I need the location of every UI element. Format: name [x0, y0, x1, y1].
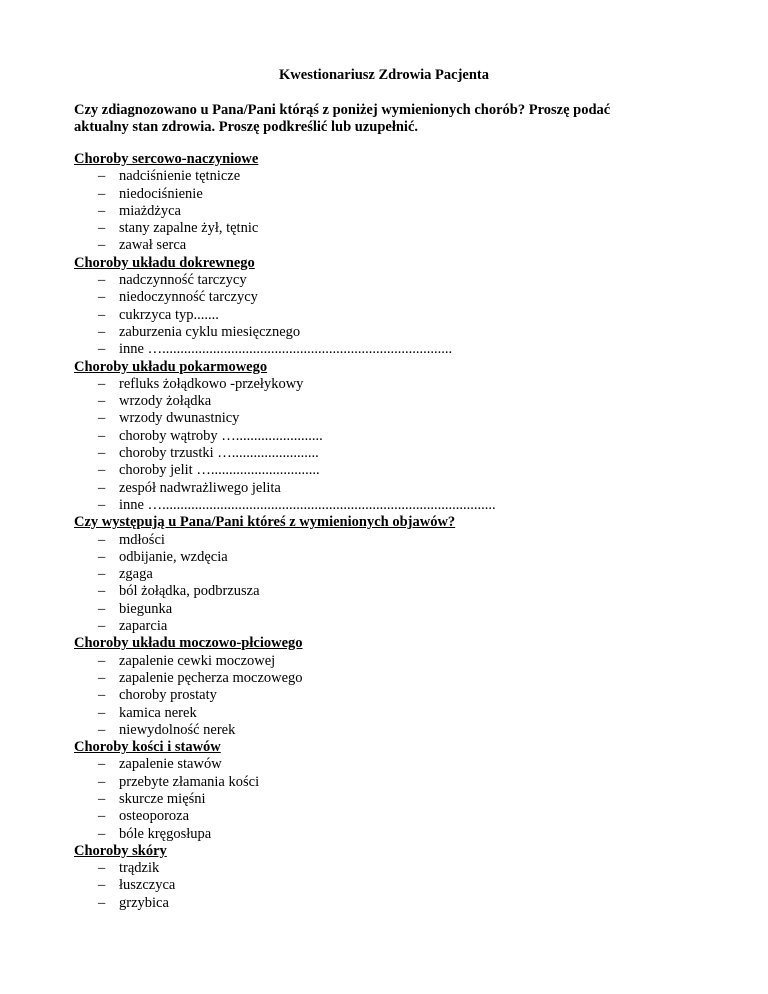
list-item — [74, 601, 734, 618]
list-item — [74, 549, 734, 566]
dash-bullet: – — [98, 272, 106, 289]
list-item — [74, 186, 734, 203]
list-item-text: zaparcia — [119, 618, 168, 635]
list-item — [74, 272, 734, 289]
dash-bullet: – — [98, 600, 106, 617]
list-item — [74, 237, 734, 254]
list-item — [74, 168, 734, 185]
dash-bullet: – — [98, 548, 106, 565]
list-item-text: przebyte złamania kości — [119, 773, 260, 790]
list-item-text: bóle kręgosłupa — [119, 825, 212, 842]
list-item — [74, 289, 734, 306]
dash-bullet: – — [98, 341, 106, 358]
dash-bullet: – — [98, 566, 106, 583]
intro-line: Czy zdiagnozowano u Pana/Pani którąś z poniżej wymienionych chorób? Proszę podać — [74, 102, 611, 118]
list-item — [74, 393, 734, 410]
section-heading: Choroby sercowo-naczyniowe — [74, 151, 259, 167]
list-item — [74, 583, 734, 600]
list-item-text: zgaga — [119, 566, 153, 583]
dash-bullet: – — [98, 721, 106, 738]
list-item-text: odbijanie, wzdęcia — [119, 548, 228, 565]
dash-bullet: – — [98, 825, 106, 842]
list-item-text: choroby jelit ….............................. — [119, 462, 320, 479]
dash-bullet: – — [98, 756, 106, 773]
list-item — [74, 722, 734, 739]
list-item — [74, 774, 734, 791]
dash-bullet: – — [98, 427, 106, 444]
dash-bullet: – — [98, 306, 106, 323]
list-item — [74, 203, 734, 220]
dash-bullet: – — [98, 410, 106, 427]
dash-bullet: – — [98, 583, 106, 600]
list-item — [74, 653, 734, 670]
dash-bullet: – — [98, 531, 106, 548]
dash-bullet: – — [98, 445, 106, 462]
dash-bullet: – — [98, 687, 106, 704]
list-item-text: niewydolność nerek — [119, 721, 236, 738]
dash-bullet: – — [98, 289, 106, 306]
section-heading: Choroby kości i stawów — [74, 739, 221, 756]
list-item-text: zaburzenia cyklu miesięcznego — [119, 323, 301, 340]
dash-bullet: – — [98, 860, 106, 877]
list-item-text: refluks żołądkowo -przełykowy — [119, 375, 304, 392]
list-item — [74, 687, 734, 704]
list-item-text: grzybica — [119, 894, 169, 911]
list-item-text: trądzik — [119, 860, 160, 877]
dash-bullet: – — [98, 704, 106, 721]
list-item — [74, 860, 734, 877]
dash-bullet: – — [98, 790, 106, 807]
questionnaire-sections — [74, 151, 734, 912]
list-item — [74, 376, 734, 393]
list-item — [74, 618, 734, 635]
list-item-text: stany zapalne żył, tętnic — [119, 220, 259, 237]
list-item-text: skurcze mięśni — [119, 790, 206, 807]
list-item — [74, 826, 734, 843]
list-item — [74, 462, 734, 479]
list-item — [74, 445, 734, 462]
dash-bullet: – — [98, 496, 106, 513]
list-item-text: nadciśnienie tętnicze — [119, 168, 241, 185]
list-item — [74, 705, 734, 722]
dash-bullet: – — [98, 669, 106, 686]
dash-bullet: – — [98, 462, 106, 479]
list-item — [74, 877, 734, 894]
section-heading: Czy występują u Pana/Pani któreś z wymienionych objawów? — [74, 514, 456, 531]
list-item-text: niedociśnienie — [119, 185, 203, 202]
list-item-text: cukrzyca typ....... — [119, 306, 219, 323]
section-heading: Choroby układu moczowo-płciowego — [74, 635, 303, 652]
list-item-text: nadczynność tarczycy — [119, 272, 247, 289]
list-item — [74, 410, 734, 427]
section-heading: Choroby układu pokarmowego — [74, 358, 268, 375]
dash-bullet: – — [98, 375, 106, 392]
list-item — [74, 497, 734, 514]
list-item-text: kamica nerek — [119, 704, 197, 721]
list-item-text: niedoczynność tarczycy — [119, 289, 258, 306]
list-item-text: choroby wątroby …........................ — [119, 427, 323, 444]
list-item-text: choroby prostaty — [119, 687, 217, 704]
list-item — [74, 756, 734, 773]
dash-bullet: – — [98, 894, 106, 911]
dash-bullet: – — [98, 479, 106, 496]
list-item-text: zapalenie stawów — [119, 756, 222, 773]
list-item-text: zawał serca — [119, 237, 187, 254]
list-item-text: osteoporoza — [119, 808, 190, 825]
list-item — [74, 480, 734, 497]
list-item — [74, 895, 734, 912]
list-item-text: zapalenie cewki moczowej — [119, 652, 276, 669]
list-item — [74, 808, 734, 825]
list-item — [74, 341, 734, 358]
list-item — [74, 324, 734, 341]
list-item-text: biegunka — [119, 600, 173, 617]
document-title: Kwestionariusz Zdrowia Pacjenta — [279, 67, 489, 83]
list-item — [74, 220, 734, 237]
section-heading: Choroby skóry — [74, 842, 167, 859]
list-item — [74, 532, 734, 549]
dash-bullet: – — [98, 877, 106, 894]
dash-bullet: – — [98, 393, 106, 410]
list-item-text: zespół nadwrażliwego jelita — [119, 479, 281, 496]
list-item-text: inne …............................................................................................ — [119, 496, 496, 513]
dash-bullet: – — [98, 808, 106, 825]
list-item — [74, 566, 734, 583]
dash-bullet: – — [98, 237, 106, 254]
intro-line: aktualny stan zdrowia. Proszę podkreślić lub uzupełnić. — [74, 119, 419, 135]
list-item-text: mdłości — [119, 531, 165, 548]
list-item-text: łuszczyca — [119, 877, 176, 894]
list-item-text: wrzody żołądka — [119, 393, 212, 410]
list-item-text: choroby trzustki …........................ — [119, 445, 319, 462]
dash-bullet: – — [98, 202, 106, 219]
list-item-text: wrzody dwunastnicy — [119, 410, 240, 427]
list-item — [74, 428, 734, 445]
list-item-text: zapalenie pęcherza moczowego — [119, 669, 303, 686]
list-item — [74, 307, 734, 324]
list-item — [74, 791, 734, 808]
dash-bullet: – — [98, 652, 106, 669]
section-heading: Choroby układu dokrewnego — [74, 254, 255, 271]
dash-bullet: – — [98, 220, 106, 237]
dash-bullet: – — [98, 773, 106, 790]
list-item — [74, 670, 734, 687]
intro-paragraph — [74, 102, 714, 136]
dash-bullet: – — [98, 185, 106, 202]
list-item-text: inne …................................................................................ — [119, 341, 453, 358]
dash-bullet: – — [98, 168, 106, 185]
dash-bullet: – — [98, 618, 106, 635]
list-item-text: ból żołądka, podbrzusza — [119, 583, 260, 600]
dash-bullet: – — [98, 323, 106, 340]
list-item-text: miażdżyca — [119, 202, 181, 219]
